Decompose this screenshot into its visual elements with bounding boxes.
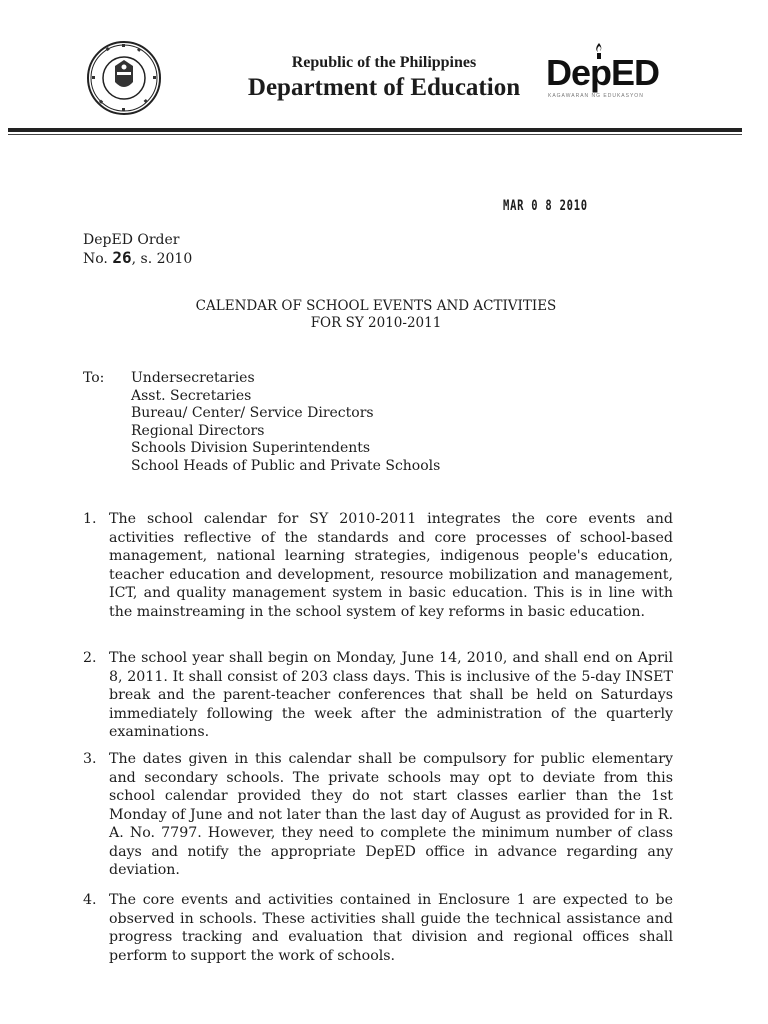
paragraph-number: 3. — [83, 751, 97, 767]
paragraph-text: The dates given in this calendar shall be compulsory for public elementary and secondary schools. The private schools may opt to deviate from this school calendar provided they do not start classes earlier than the 1st Monday of June and not later than the last day of August as provided for in R. A. No. 7797. However, they need to complete the minimum number of class days and notify the appropriate DepED office in advance regarding any deviation. — [109, 751, 673, 878]
paragraph-number: 1. — [83, 511, 97, 527]
date-stamp: MAR 0 8 2010 — [503, 198, 588, 214]
logo-tagline: KAGAWARAN NG EDUKASYON — [548, 93, 644, 99]
title-line-1: CALENDAR OF SCHOOL EVENTS AND ACTIVITIES — [195, 298, 557, 314]
paragraph-number: 2. — [83, 650, 97, 666]
title-line-2: FOR SY 2010-2011 — [310, 315, 442, 331]
recipient-item: Undersecretaries — [131, 370, 255, 386]
recipient-item: Bureau/ Center/ Service Directors — [131, 405, 374, 421]
recipient-item: School Heads of Public and Private Schools — [131, 457, 441, 474]
to-label: To: — [83, 370, 105, 386]
header-department: Department of Education — [247, 74, 521, 101]
order-number-block — [83, 231, 192, 268]
deped-logo — [546, 44, 666, 104]
logo-text: DepED — [546, 52, 660, 93]
order-number: 26 — [112, 248, 132, 267]
paragraph-4 — [83, 891, 673, 965]
recipient-item: Asst. Secretaries — [131, 387, 252, 404]
paragraph-text: The school calendar for SY 2010-2011 integrates the core events and activities reflective of the standards and core processes of school-based management, national learning strategies, indigenous people's education, teacher education and development, resource mobilization and management, ICT, and quality management system in basic education. This is in line with the mainstreaming in the school system of key reforms in basic education. — [109, 511, 673, 620]
header-rule-thin — [8, 134, 742, 135]
paragraph-2 — [83, 649, 673, 742]
paragraph-number: 4. — [83, 892, 97, 908]
order-no-line — [83, 249, 192, 268]
order-series: , s. 2010 — [131, 251, 193, 267]
document-title — [0, 298, 752, 332]
header-rule — [8, 128, 742, 132]
paragraph-3 — [83, 750, 673, 880]
order-label: DepED Order — [83, 232, 180, 248]
order-no-prefix: No. — [83, 251, 108, 267]
paragraph-text: The school year shall begin on Monday, June 14, 2010, and shall end on April 8, 2011. It shall consist of 203 class days. This is inclusive of the 5-day INSET break and the parent-teacher conferences that shall be held on Saturdays immediately following the week after the administration of the quarterly examinations. — [109, 650, 673, 740]
recipient-item: Regional Directors — [131, 422, 265, 439]
recipient-list — [131, 370, 440, 475]
recipient-item: Schools Division Superintendents — [131, 440, 371, 456]
paragraph-1 — [83, 510, 673, 621]
paragraph-text: The core events and activities contained in Enclosure 1 are expected to be observed in schools. These activities shall guide the technical assistance and progress tracking and evaluation that division and regional offices shall perform to support the work of schools. — [109, 892, 673, 964]
header-republic: Republic of the Philippines — [291, 54, 477, 71]
